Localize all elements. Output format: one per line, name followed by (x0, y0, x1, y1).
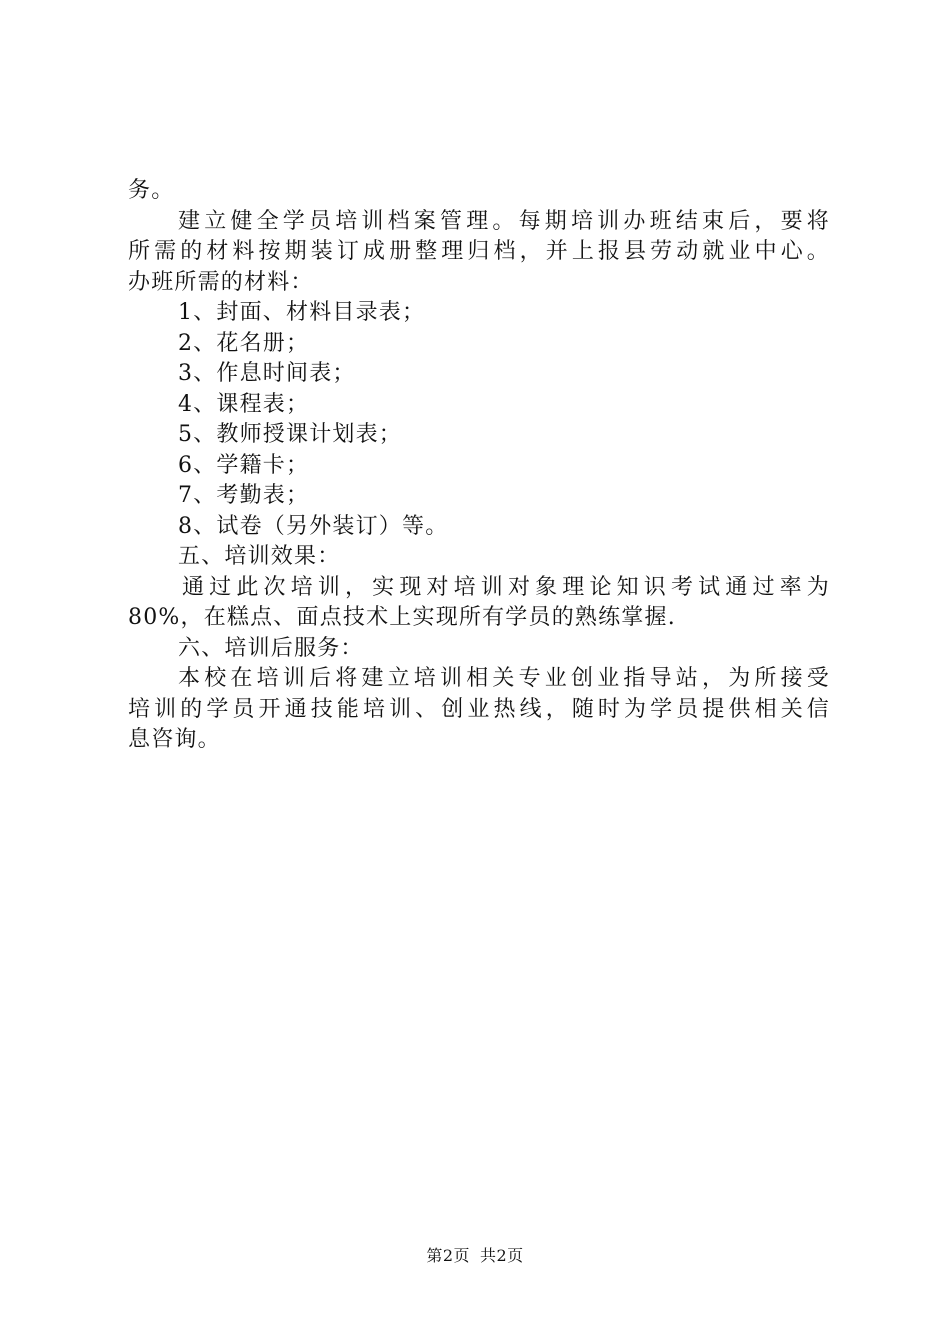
list-item: 7、考勤表； (178, 483, 310, 508)
list-item: 8、试卷（另外装订）等。 (178, 513, 449, 539)
text-line: 建立健全学员培训档案管理。每期培训办班结束后，要将 (178, 208, 830, 234)
text-line: 通过此次培训，实现对培训对象理论知识考试通过率为 (182, 574, 830, 600)
list-item: 6、学籍卡； (178, 452, 310, 478)
text-line: 本校在培训后将建立培训相关专业创业指导站，为所接受 (178, 666, 830, 691)
list-item: 2、花名册； (178, 330, 310, 356)
document-body (128, 176, 830, 756)
page-footer (0, 1243, 950, 1266)
section-heading: 五、培训效果： (178, 544, 341, 569)
section-heading: 六、培训后服务： (178, 635, 364, 661)
text-line: 务。 (128, 178, 175, 203)
text-line: 80%，在糕点、面点技术上实现所有学员的熟练掌握. (128, 605, 676, 630)
text-line: 所需的材料按期装订成册整理归档，并上报县劳动就业中心。 (128, 239, 830, 264)
text-line: 办班所需的材料： (128, 269, 314, 295)
list-item: 3、作息时间表； (178, 361, 356, 386)
list-item: 1、封面、材料目录表； (178, 300, 426, 325)
page-number: 第2页 (426, 1246, 470, 1265)
text-line: 培训的学员开通技能培训、创业热线，随时为学员提供相关信 (128, 696, 830, 722)
list-item: 5、教师授课计划表； (178, 422, 402, 447)
list-item: 4、课程表； (178, 391, 310, 417)
text-line: 息咨询。 (128, 727, 221, 752)
page-total: 共2页 (480, 1246, 524, 1265)
